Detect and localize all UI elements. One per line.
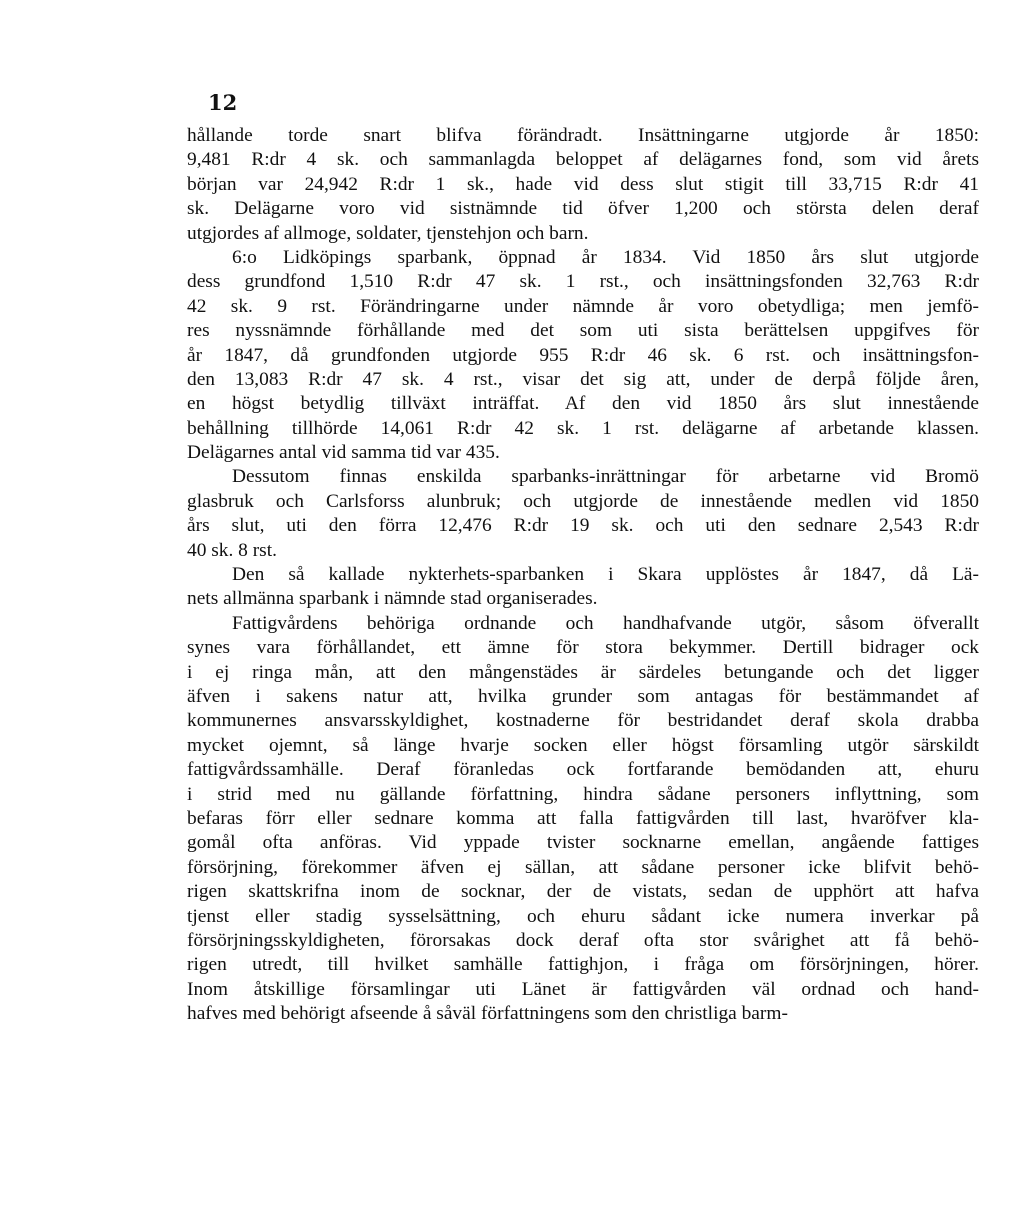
text-line: års slut, uti den förra 12,476 R:dr 19 sk. och uti den sednare 2,543 R:dr	[187, 515, 979, 537]
text-line: 6:o Lidköpings sparbank, öppnad år 1834. Vid 1850 års slut utgjorde	[232, 246, 979, 268]
text-line: Den så kallade nykterhets-sparbanken i Skara upplöstes år 1847, då Lä-	[232, 564, 979, 586]
text-line: kommunernes ansvarsskyldighet, kostnaderne för bestridandet deraf skola drabba	[187, 710, 979, 732]
text-line: fattigvårdssamhälle. Deraf föranledas ock fortfarande bemödanden att, ehuru	[187, 759, 979, 781]
text-line: den 13,083 R:dr 47 sk. 4 rst., visar det sig att, under de derpå följde åren,	[187, 368, 979, 390]
text-line: synes vara förhållandet, ett ämne för stora bekymmer. Dertill bidrager ock	[187, 637, 979, 659]
text-line: utgjordes af allmoge, soldater, tjenstehjon och barn.	[187, 222, 589, 244]
text-line: hafves med behörigt afseende å såväl författningens som den christliga barm-	[187, 1003, 788, 1025]
page-number: 12	[208, 90, 238, 115]
text-line: sk. Delägarne voro vid sistnämnde tid öfver 1,200 och största delen deraf	[187, 198, 979, 220]
text-line: befaras förr eller sednare komma att falla fattigvården till last, hvaröfver kla-	[187, 807, 979, 829]
text-line: i strid med nu gällande författning, hindra sådane personers inflyttning, som	[187, 783, 979, 805]
text-line: en högst betydlig tillväxt inträffat. Af den vid 1850 års slut innestående	[187, 393, 979, 415]
text-line: i ej ringa mån, att den mångenstädes är särdeles betungande och det ligger	[187, 661, 979, 683]
text-line: hållande torde snart blifva förändradt. Insättningarne utgjorde år 1850:	[187, 125, 979, 146]
text-line: tjenst eller stadig sysselsättning, och ehuru sådant icke numera inverkar på	[187, 905, 979, 927]
text-line: mycket ojemnt, så länge hvarje socken eller högst församling utgör särskildt	[187, 734, 979, 756]
text-line: glasbruk och Carlsforss alunbruk; och utgjorde de innestående medlen vid 1850	[187, 490, 979, 512]
text-line: 9,481 R:dr 4 sk. och sammanlagda beloppet af delägarnes fond, som vid årets	[187, 149, 979, 171]
text-line: Dessutom finnas enskilda sparbanks-inrättningar för arbetarne vid Bromö	[232, 466, 979, 488]
body-text	[187, 124, 979, 1026]
text-line: nets allmänna sparbank i nämnde stad organiserades.	[187, 588, 598, 610]
text-line: äfven i sakens natur att, hvilka grunder som antagas för bestämmandet af	[187, 685, 979, 707]
text-line: försörjningsskyldigheten, förorsakas dock deraf ofta stor svårighet att få behö-	[187, 929, 979, 951]
text-line: år 1847, då grundfonden utgjorde 955 R:dr 46 sk. 6 rst. och insättningsfon-	[187, 344, 979, 366]
text-line: behållning tillhörde 14,061 R:dr 42 sk. 1 rst. delägarne af arbetande klassen.	[187, 417, 979, 439]
text-line: Fattigvårdens behöriga ordnande och handhafvande utgör, såsom öfverallt	[232, 612, 979, 634]
text-line: rigen utredt, till hvilket samhälle fattighjon, i fråga om försörjningen, hörer.	[187, 954, 979, 976]
text-line: 42 sk. 9 rst. Förändringarne under nämnde år voro obetydliga; men jemfö-	[187, 295, 979, 317]
text-line: Inom åtskillige församlingar uti Länet är fattigvården väl ordnad och hand-	[187, 978, 979, 1000]
text-line: början var 24,942 R:dr 1 sk., hade vid dess slut stigit till 33,715 R:dr 41	[187, 173, 979, 195]
text-line: rigen skattskrifna inom de socknar, der de vistats, sedan de upphört att hafva	[187, 881, 979, 903]
text-line: Delägarnes antal vid samma tid var 435.	[187, 442, 500, 464]
text-line: res nyssnämnde förhållande med det som uti sista berättelsen uppgifves för	[187, 320, 979, 342]
text-line: dess grundfond 1,510 R:dr 47 sk. 1 rst., och insättningsfonden 32,763 R:dr	[187, 271, 979, 293]
text-line: gomål ofta anföras. Vid yppade tvister socknarne emellan, angående fattiges	[187, 832, 979, 854]
text-line: försörjning, förekommer äfven ej sällan, att sådane personer icke blifvit behö-	[187, 856, 979, 878]
text-line: 40 sk. 8 rst.	[187, 539, 277, 561]
